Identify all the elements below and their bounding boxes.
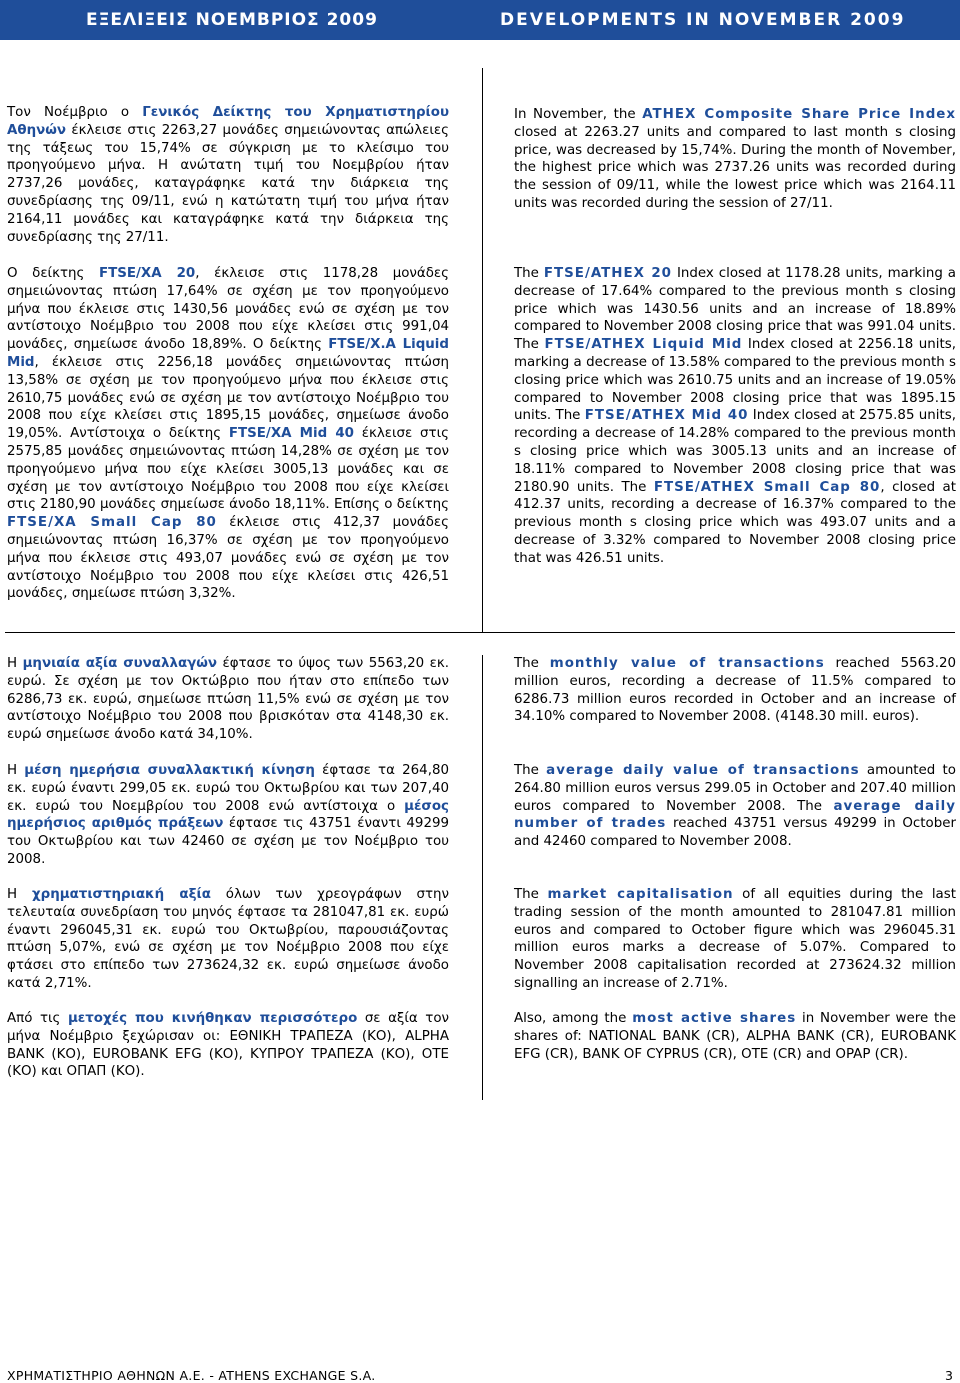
header-title-english: DEVELOPMENTS IN NOVEMBER 2009 [500, 10, 906, 30]
highlight-term: μετοχές που κινήθηκαν περισσότερο [67, 1011, 358, 1026]
greek-paragraph-general-index: Τον Νοέμβριο ο Γενικός Δείκτης του Χρηματιστηρίου Αθηνών έκλεισε στις 2263,27 μονάδες σημειώνοντας απώλειες της τάξεως του 15,74% σε σύγκριση με το κλείσιμο του προηγούμενο μήνα. Η ανώτατη τιμή του Νοεμβρίου ήταν 2737,26 μονάδες, καταγράφηκε κατά την διάρκεια της συνεδρίασης της 09/11, ενώ η κατώτατη τιμή του μήνα ήταν 2164,11 μονάδες και καταγράφηκε κατά την διάρκεια της συνεδρίασης της 27/11. [7, 105, 449, 245]
highlight-term: FTSE/XA Small Cap 80 [7, 515, 217, 531]
highlight-term: χρηματιστηριακή αξία [31, 887, 211, 902]
highlight-term: μηνιαία αξία συναλλαγών [22, 656, 218, 671]
section-divider [5, 632, 955, 633]
greek-paragraph-daily-activity: Η μέση ημερήσια συναλλακτική κίνηση έφτασε τα 264,80 εκ. ευρώ έναντι 299,05 εκ. ευρώ του Οκτωβρίου και των 207,40 εκ. ευρώ του Νοεμβρίου του 2008 ενώ αντίστοιχα ο μέσος ημερήσιος αριθμός πράξεων έφτασε τις 43751 έναντι 49299 του Οκτωβρίου και των 42460 σε σχέση με τον Νοέμβριο του 2008. [7, 763, 450, 867]
highlight-term: μέσος ημερήσιος αριθμός πράξεων [7, 798, 449, 832]
highlight-term: average daily value of transactions [546, 763, 860, 778]
highlight-term: most active shares [632, 1011, 797, 1026]
highlight-term: FTSE/ATHEX Liquid Mid [544, 337, 743, 353]
highlight-term: Γενικός Δείκτης του Χρηματιστηρίου Αθηνών [7, 105, 449, 138]
english-paragraph-daily-activity: The average daily value of transactions amounted to 264.80 million euros versus 299.05 in October and 207.40 million euros compared to November 2008. The average daily number of trades reached 43751 versus 49299 in October and 42460 compared to November 2008. [514, 763, 956, 850]
english-paragraph-ftse-indices: The FTSE/ATHEX 20 Index closed at 1178.28 units, marking a decrease of 17.64% compared to the previous month s closing price which was 1430.56 units and an increase of 18.89% compared to November 2008 closing price that was 991.04 units. The FTSE/ATHEX Liquid Mid Index closed at 2256.18 units, marking a decrease of 13.58% compared to the previous month s closing price which was 2610.75 units and an increase of 19.05% compared to November 2008 closing price that was 1895.15 units. The FTSE/ATHEX Mid 40 Index closed at 2575.85 units, recording a decrease of 14.28% compared to the previous month s closing price which was 3005.13 units and an increase of 18.11% compared to November 2008 closing price that was 2180.90 units. The FTSE/ATHEX Small Cap 80, closed at 412.37 units, recording a decrease of 16.37% compared to the previous month s closing price which was 493.07 units and a decrease of 3.32% compared to November 2008 closing price that was 426.51 units. [514, 266, 956, 566]
page-number: 3 [945, 1368, 954, 1383]
header-title-greek: ΕΞΕΛΙΞΕΙΣ ΝΟΕΜΒΡΙΟΣ 2009 [86, 10, 378, 30]
highlight-term: monthly value of transactions [549, 656, 825, 671]
highlight-term: FTSE/XA Mid 40 [228, 426, 354, 442]
highlight-term: μέση ημερήσια συναλλακτική κίνηση [24, 763, 315, 778]
highlight-term: FTSE/XA 20 [98, 266, 196, 281]
highlight-term: FTSE/X.A Liquid Mid [7, 337, 449, 370]
highlight-term: FTSE/ATHEX Small Cap 80 [653, 479, 881, 495]
highlight-term: FTSE/ATHEX 20 [543, 266, 672, 281]
english-paragraph-market-cap: The market capitalisation of all equities during the last trading session of the month amounted to 281047.81 million euros and compared to October figure which was 296045.31 million euros marks a decrease of 5.07%. Compared to November 2008 capitalisation recorded at 273624.32 million signalling an increase of 2.71%. [514, 887, 956, 991]
highlight-term: average daily number of trades [514, 798, 956, 832]
english-paragraph-active-shares: Also, among the most active shares in November were the shares of: NATIONAL BANK (CR), ALPHA BANK (CR), EUROBANK EFG (CR), BANK OF CYPRUS (CR), OTE (CR) and OPAP (CR). [514, 1011, 956, 1062]
footer-publisher: ΧΡΗΜΑΤΙΣΤΗΡΙΟ ΑΘΗΝΩΝ Α.Ε. - ATHENS EXCHANGE S.A. [7, 1368, 376, 1383]
greek-paragraph-ftse-indices: Ο δείκτης FTSE/XA 20, έκλεισε στις 1178,28 μονάδες σημειώνοντας πτώση 17,64% σε σχέση με τον προηγούμενο μήνα που έκλεισε στις 1430,56 μονάδες ενώ σε σχέση με τον αντίστοιχο Νοέμβριο του 2008 που είχε κλείσει στις 991,04 μονάδες, σημείωσε άνοδο 18,89%. Ο δείκτης FTSE/X.A Liquid Mid, έκλεισε στις 2256,18 μονάδες σημειώνοντας πτώση 13,58% σε σχέση με τον προηγούμενο μήνα που έκλεισε στις 2610,75 μονάδες ενώ σε σχέση με τον αντίστοιχο Νοέμβριο του 2008 που είχε κλείσει στις 1895,15 μονάδες, σημείωσε άνοδο 19,05%. Αντίστοιχα ο δείκτης FTSE/XA Mid 40 έκλεισε στις 2575,85 μονάδες σημειώνοντας πτώση 14,28% σε σχέση με τον προηγούμενο μήνα που είχε κλείσει 3005,13 μονάδες και σε σχέση με τον αντίστοιχο Νοέμβριο του 2008 που είχε κλείσει στις 2180,90 μονάδες σημείωσε άνοδο 18,11%. Επίσης ο δείκτης FTSE/XA Small Cap 80 έκλεισε στις 412,37 μονάδες σημειώνοντας πτώση 16,37% σε σχέση με τον προηγούμενο μήνα που έκλεισε στις 493,07 μονάδες ενώ σε σχέση με τον αντίστοιχο Νοέμβριο του 2008 που είχε κλείσει στις 426,51 μονάδες, σημείωσε πτώση 3,32%. [7, 266, 449, 602]
english-paragraph-monthly-value: The monthly value of transactions reached 5563.20 million euros, recording a decrease of 11.5% compared to 6286.73 million euros recorded in October and an increase of 34.10% compared to November 2008. (4148.30 mill. euros). [514, 656, 956, 725]
greek-paragraph-monthly-value: Η μηνιαία αξία συναλλαγών έφτασε το ύψος των 5563,20 εκ. ευρώ. Σε σχέση με τον Οκτώβριο που ήταν στο επίπεδο των 6286,73 εκ. ευρώ, σημείωσε πτώση 11,5% ενώ σε σχέση με τον αντίστοιχο Νοέμβριο του 2008 που βρισκόταν στα 4148,30 εκ. ευρώ σημείωσε άνοδο κατά 34,10%. [7, 656, 450, 743]
column-divider-top [482, 68, 483, 632]
english-paragraph-general-index: In November, the ATHEX Composite Share Price Index closed at 2263.27 units and compared to last month s closing price, was decreased by 15,74%. During the month of November, the highest price which was 2737.26 units was recorded during the session of 09/11, while the lowest price which was 2164.11 units was recorded during the session of 27/11. [514, 107, 956, 211]
page-header [0, 0, 960, 40]
highlight-term: ATHEX Composite Share Price Index [642, 107, 956, 122]
highlight-term: FTSE/ATHEX Mid 40 [584, 408, 749, 424]
greek-paragraph-active-shares: Από τις μετοχές που κινήθηκαν περισσότερο σε αξία τον μήνα Νοέμβριο ξεχώρισαν οι: ΕΘΝΙΚΗ ΤΡΑΠΕΖΑ (ΚΟ), ALPHA BANK (ΚΟ), EUROBANK EFG (ΚΟ), ΚΥΠΡΟΥ ΤΡΑΠΕΖΑ (ΚΟ), ΟΤΕ (ΚΟ) και ΟΠΑΠ (ΚΟ). [7, 1011, 449, 1080]
highlight-term: market capitalisation [547, 887, 734, 902]
column-divider-bottom [482, 655, 483, 1100]
greek-paragraph-market-cap: Η χρηματιστηριακή αξία όλων των χρεογράφων στην τελευταία συνεδρίαση του μηνός έφτασε τα 281047,81 εκ. ευρώ έναντι 296045,31 εκ. ευρώ του Οκτωβρίου, παρουσιάζοντας πτώση 5,07%, ενώ σε σχέση με τον Νοέμβριο 2008 που είχε φτάσει στο επίπεδο των 273624,32 εκ. ευρώ σημείωσε άνοδο κατά 2,71%. [7, 887, 449, 991]
